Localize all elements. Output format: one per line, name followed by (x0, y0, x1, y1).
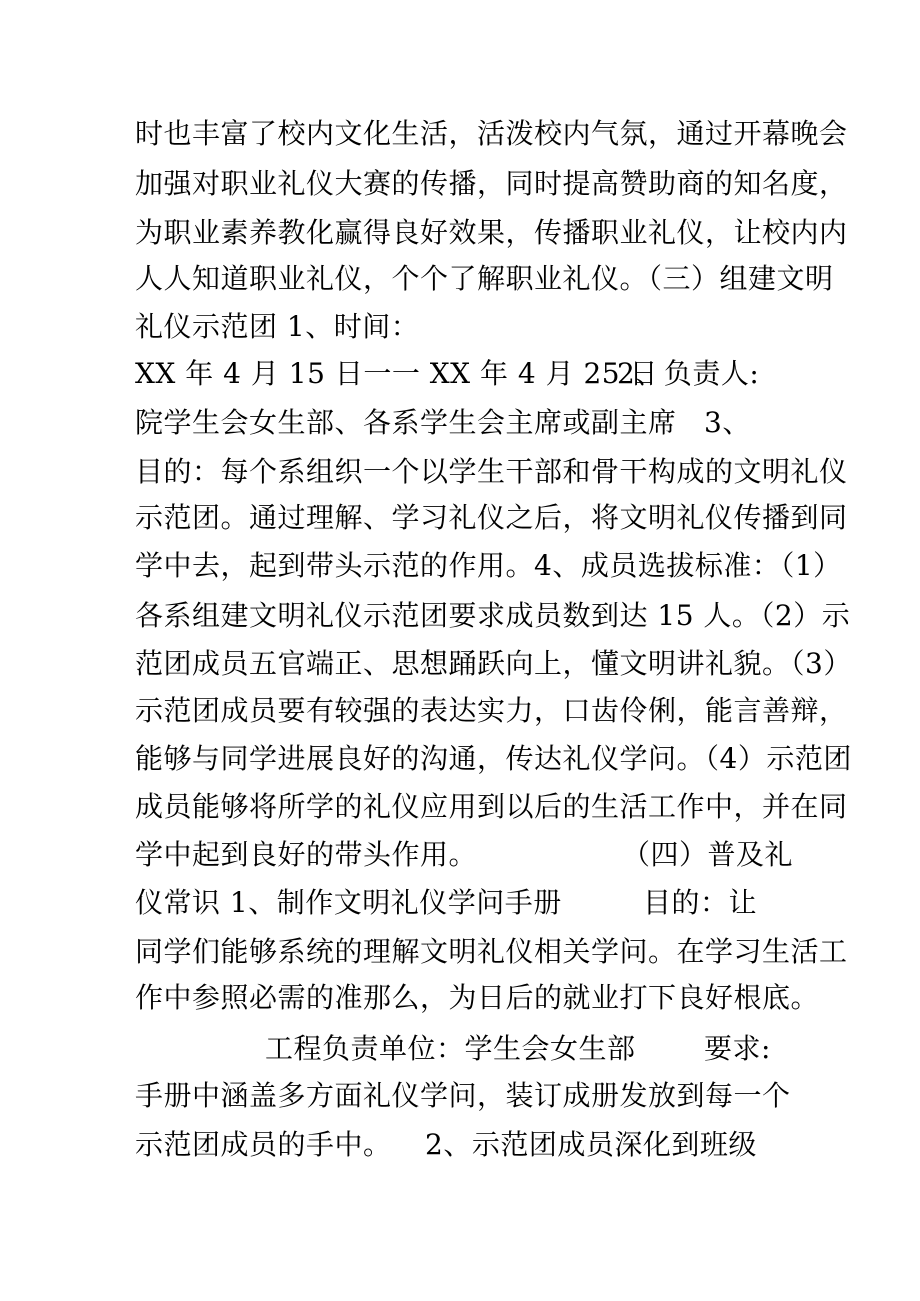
text-line: 仪常识 1、制作文明礼仪学问手册 (135, 886, 562, 919)
text-line: XX 年 4 月 15 日一一 XX 年 4 月 25 日 (135, 357, 659, 390)
text-line: 礼仪示范团 1、时间： (135, 310, 420, 343)
text-line: 3、 (704, 406, 751, 439)
text-line: 2、示范团成员深化到班级 (425, 1128, 757, 1161)
text-line: 学中去，起到带头示范的作用。4、成员选拔标准：（1） (135, 549, 842, 582)
text-line: 范团成员五官端正、思想踊跃向上，懂文明讲礼貌。（3） (135, 647, 852, 680)
text-line: 学中起到良好的带头作用。 (135, 838, 478, 871)
text-line: 加强对职业礼仪大赛的传播，同时提高赞助商的知名度， (135, 167, 848, 200)
text-line: 要求: (704, 1032, 771, 1065)
text-line: 院学生会女生部、各系学生会主席或副主席 (135, 406, 677, 439)
text-line: 示范团成员的手中。 (135, 1128, 392, 1161)
text-line: 作中参照必需的准那么，为日后的就业打下良好根底。 (135, 981, 820, 1014)
text-line: 各系组建文明礼仪示范团要求成员数到达 15 人。（2）示 (135, 599, 851, 632)
text-line: （四）普及礼 (622, 838, 794, 871)
text-line: 能够与同学进展良好的沟通，传达礼仪学问。（4）示范团 (135, 742, 852, 775)
text-line: 同学们能够系统的理解文明礼仪相关学问。在学习生活工 (135, 935, 848, 968)
text-line: 手册中涵盖多方面礼仪学问，装订成册发放到每一个 (135, 1079, 791, 1112)
text-line: 人人知道职业礼仪，个个了解职业礼仪。（三）组建文明 (135, 262, 834, 295)
text-line: 目的：每个系组织一个以学生干部和骨干构成的文明礼仪 (135, 455, 848, 488)
text-line: 工程负责单位：学生会女生部 (265, 1032, 636, 1065)
text-line: 2、负责人: (617, 357, 760, 390)
text-line: 目的：让 (643, 886, 758, 919)
text-line: 示范团成员要有较强的表达实力，口齿伶俐，能言善辩， (135, 694, 848, 727)
text-line: 为职业素养教化赢得良好效果，传播职业礼仪，让校内内 (135, 216, 848, 249)
text-line: 示范团。通过理解、学习礼仪之后，将文明礼仪传播到同 (135, 501, 848, 534)
text-line: 成员能够将所学的礼仪应用到以后的生活工作中，并在同 (135, 790, 848, 823)
text-line: 时也丰富了校内文化生活，活泼校内气氛，通过开幕晚会 (135, 117, 848, 150)
